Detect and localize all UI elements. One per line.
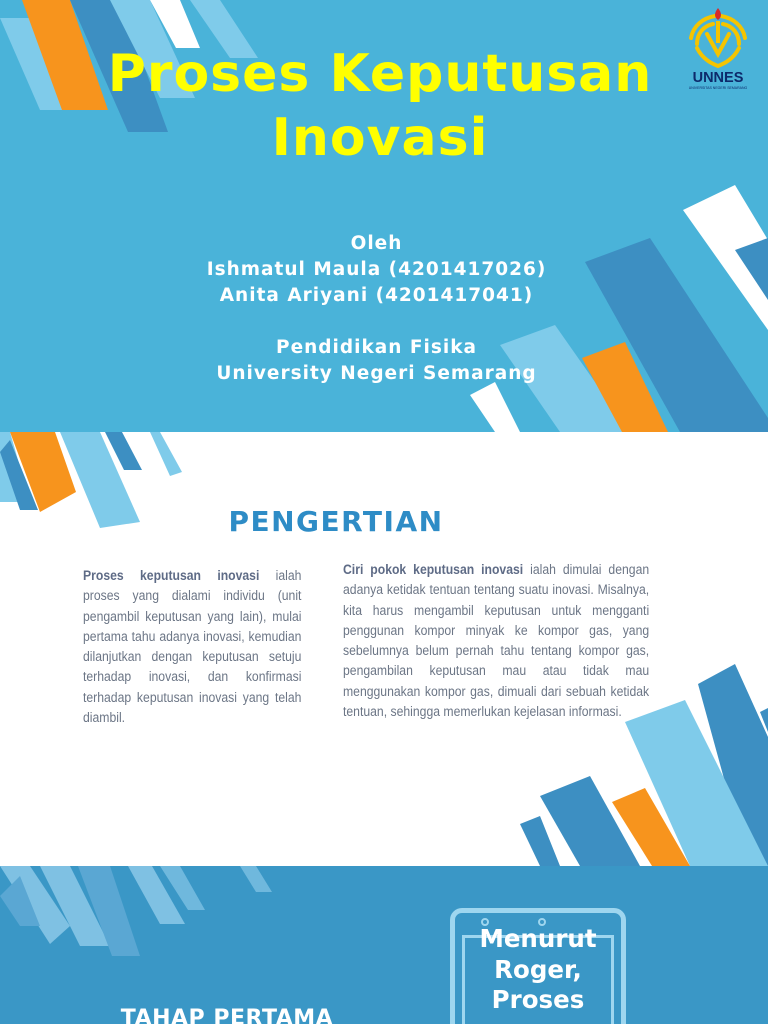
stages-slide [0,866,768,1024]
logo-subtext: UNIVERSITAS NEGERI SEMARANG [688,86,748,90]
phone-line-3: Proses [491,985,585,1014]
title-line-1: Proses Keputusan [107,44,653,104]
author-2: Anita Ariyani (4201417041) [219,285,534,306]
title-line-2: Inovasi [271,108,489,168]
presentation-title [90,42,670,170]
phone-line-2: Roger, [494,954,582,984]
title-slide [0,0,768,432]
phone-line-1: Menurut [479,924,597,953]
right-term: Ciri pokok keputusan inovasi [343,562,524,578]
author-1: Ishmatul Maula (4201417026) [206,259,547,280]
left-text: ialah proses yang dialami individu (unit pengambil keputusan yang lain), mulai pertama tahu adanya inovasi, kemudian dilanjutkan dengan keputusan setuju terhadap inovasi, dan konfirmasi terhadap keputusan inovasi yang telah diambil. [83,568,302,727]
stage-heading: TAHAP PERTAMA [120,1006,334,1024]
university-name: University Negeri Semarang [216,363,537,384]
right-text: ialah dimulai dengan adanya ketidak tentuan tentang suatu inovasi. Misalnya, kita harus mengambil keputusan untuk mengganti penggunan kompor minyak ke kompor gas, yang sebelumnya belum pernah tahu tentang kompor gas, pengambilan keputusan mau atau tidak mau menggunakan kompor gas, dimuali dari sebuah ketidak tentuan, sehingga memerlukan kejelasan informasi. [343,562,650,721]
definition-left-paragraph [83,566,301,728]
author-block [150,231,603,387]
program-name: Pendidikan Fisika [276,337,477,358]
section-heading: PENGERTIAN [228,505,444,538]
logo-wordmark: UNNES [692,70,744,86]
definition-slide [0,432,768,866]
left-term: Proses keputusan inovasi [83,568,260,584]
decorative-stripes-3 [0,866,768,1024]
phone-quote [462,924,614,1016]
definition-right-paragraph [343,560,649,722]
by-label: Oleh [350,233,403,254]
spacer [150,309,603,335]
